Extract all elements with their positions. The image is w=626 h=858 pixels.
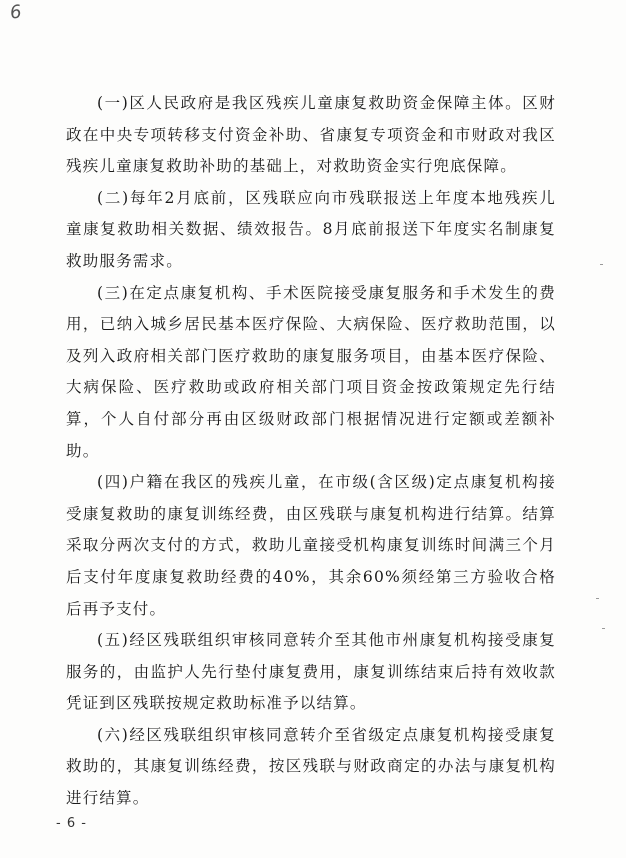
handwritten-page-mark: 6	[8, 1, 23, 24]
page-number: - 6 -	[56, 816, 87, 831]
paragraph-5: (五)经区残联组织审核同意转介至其他市州康复机构接受康复服务的，由监护人先行垫付康复费用，康复训练结束后持有效收款凭证到区残联按规定救助标准予以结算。	[66, 631, 556, 713]
paragraph-6: (六)经区残联组织审核同意转介至省级定点康复机构接受康复救助的，其康复训练经费，按区残联与财政商定的办法与康复机构进行结算。	[66, 725, 556, 808]
paragraph-3: (三)在定点康复机构、手术医院接受康复服务和手术发生的费用，已纳入城乡居民基本医疗保险、大病保险、医疗救助范围，以及列入政府相关部门医疗救助的康复服务项目，由基本医疗保险、大病保险、医疗救助或政府相关部门项目资金按政策规定先行结算，个人自付部分再由区级财政部门根据情况进行定额或差额补助。	[66, 283, 556, 460]
document-body	[66, 88, 556, 815]
scan-speck	[596, 598, 599, 599]
scan-speck	[600, 264, 603, 265]
paragraph-4: (四)户籍在我区的残疾儿童，在市级(含区级)定点康复机构接受康复救助的康复训练经费，由区残联与康复机构进行结算。结算采取分两次支付的方式，救助儿童接受机构康复训练时间满三个月后支付年度康复救助经费的40%，其余60%须经第三方验收合格后再予支付。	[66, 473, 556, 618]
paragraph-2: (二)每年2月底前，区残联应向市残联报送上年度本地残疾儿童康复救助相关数据、绩效报告。8月底前报送下年度实名制康复救助服务需求。	[66, 188, 556, 270]
scan-speck	[602, 628, 605, 629]
paragraph-1: (一)区人民政府是我区残疾儿童康复救助资金保障主体。区财政在中央专项转移支付资金补助、省康复专项资金和市财政对我区残疾儿童康复救助补助的基础上，对救助资金实行兜底保障。	[66, 94, 556, 176]
